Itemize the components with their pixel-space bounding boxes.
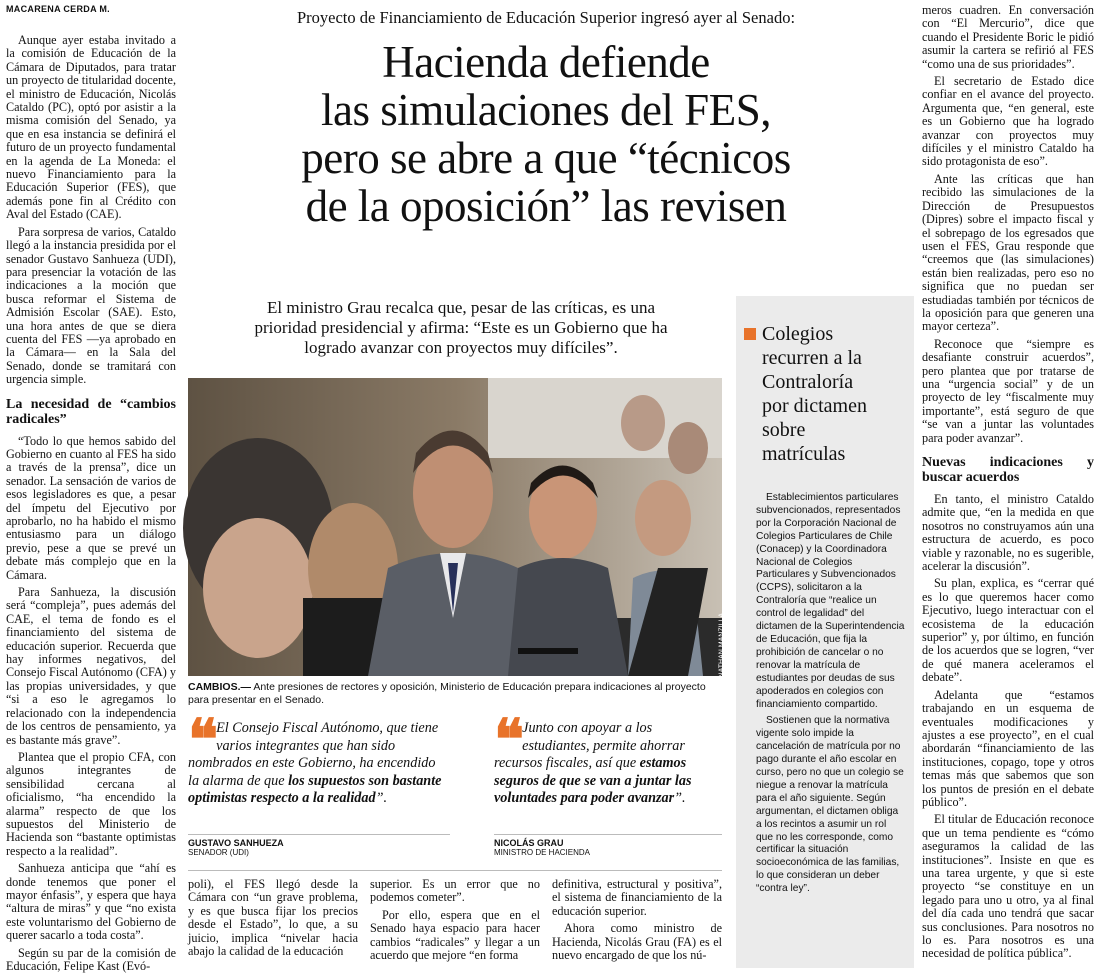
headline-line: las simulaciones del FES, [321,85,771,135]
orange-square-icon [744,328,756,340]
quote-author: GUSTAVO SANHUEZA [188,838,284,848]
quote-text: El Consejo Fiscal Autónomo, que tiene varios integrantes que han sido nombrados en este Gobierno, ha encendido la alarma de que [188,720,439,789]
paragraph: superior. Es un error que no podemos cometer”. [370,877,540,905]
deck-line: logrado avanzar con proyectos muy difíciles”. [304,338,618,357]
title-line: Colegios [762,323,834,345]
paragraph: Establecimientos particulares subvencionados, representados por la Corporación Nacional de Colegios Particulares de Chile (Conacep) y la Coordinadora Nacional de Colegios Particulares y Subvencionados (CCPS), solicitaron a la Contraloría que “realice un control de legalidad” del dictamen de la Superintendencia de Educación, que fija la prohibición de cancelar o no renovar la matrícula de estudiantes por deudas de sus apoderados en colegios con financiamiento compartido. [756,492,905,710]
subhead: Nuevas indicaciones y buscar acuerdos [922,455,1094,485]
subhead: La necesidad de “cambios radicales” [6,396,176,427]
quote-end: ”. [674,790,686,806]
paragraph: Reconoce que “siempre es desafiante construir acuerdos”, pero plantea que por tratarse de una “urgencia social” y de un proyecto de ley “fiscalmente muy importante”, está seguro de que “se van a juntar las voluntades para poder avanzar”. [922,336,1094,445]
headline-line: pero se abre a que “técnicos [301,133,791,183]
quote-role: SENADOR (UDI) [188,848,249,857]
quote-role: MINISTRO DE HACIENDA [494,848,591,857]
paragraph: En tanto, el ministro Cataldo admite que, “en la medida en que nosotros no construyamos aún una estructura de acuerdo, es poco viable y razonable, no es sugerible, acelerar la discusión”. [922,492,1094,574]
quote-text: Junto con apoyar a los estudiantes, permite ahorrar recursos fiscales, así que [494,720,685,771]
right-column [922,4,1094,965]
paragraph: Ante las críticas que han recibido las simulaciones de la Dirección de Presupuestos (Dipres) sobre el impacto fiscal y el sobrepago de los egresados que usen el FES, Grau responde que “creemos que (las simulaciones) están bien realizadas, pero eso no significa que no puedan ser estudiadas también por técnicos de la oposición para que generen una mayor certeza”. [922,171,1094,334]
paragraph: El titular de Educación reconoce que un tema pendiente es “cómo aseguramos la calidad de las instituciones”. Insiste en que es una tarea urgente, y que si este proyecto “se constituye en un legado para uno u otro, ya al final del día cada uno tendrá que sacar sus conclusiones. Para nosotros no lo es. Para nosotros es una necesidad de política pública”. [922,812,1094,961]
title-line: recurren a la [762,347,862,369]
paragraph: Para sorpresa de varios, Cataldo llegó a la instancia presidida por el senador Gustavo Sanhueza (UDI), para presenciar la votación de las indicaciones a la moción que busca reformar el Sistema de Admisión Escolar (SAE). Esto, una hora antes de que se diera cuenta del FES —ya aprobado en la Cámara— en la Sala del Senado, donde se tramitará con urgencia simple. [6,224,176,387]
paragraph: Sostienen que la normativa vigente solo impide la cancelación de matrícula por no pago durante el año escolar en curso, pero no que un colegio se niegue a renovar la matrícula para el año siguiente. Según argumentan, el dictamen obliga a los recintos a asumir un rol que no les corresponde, como certificar la situación socioeconómica de las familias, lo que consideran un deber “contra ley”. [756,715,904,895]
paragraph: Según su par de la comisión de Educación, Felipe Kast (Evó- [6,945,176,973]
caption-text: Ante presiones de rectores y oposición, Ministerio de Educación prepara indicaciones al proyecto para presentar en el Senado. [188,681,706,706]
pull-quote-1 [188,707,450,808]
paragraph: meros cuadren. En conversación con “El Mercurio”, dice que cuando el Presidente Boric le pidió asumir la cartera se refirió al FES “como una de sus prioridades”. [922,3,1094,71]
quote-mark-icon: ❝ [188,707,213,773]
left-column [6,34,176,977]
quote-bold: estamos seguros de que se van a juntar las voluntades para poder avanzar [494,755,692,806]
quote-attribution-2 [494,838,590,857]
title-line: Contraloría [762,371,854,393]
paragraph: El secretario de Estado dice confiar en el avance del proyecto. Argumenta que, “en general, este es un Gobierno que ha logrado avanzar con proyectos muy difíciles y el ministro Cataldo ha sido protagonista de eso”. [922,74,1094,169]
bottom-column-3 [552,878,722,966]
paragraph: Aunque ayer estaba invitado a la comisión de Educación de la Cámara de Diputados, para tratar un proyecto de titularidad docente, el ministro de Educación, Nicolás Cataldo (PC), optó por asistir a la misma comisión del Senado, ya que en esa instancia se definirá el futuro de un proyecto fundamental en la agenda de La Moneda: el nuevo Financiamiento para la Educación Superior (FES), que además pone fin al Crédito con Aval del Estado (CAE). [6,33,176,222]
photo-illustration [188,378,722,676]
deck [186,298,736,358]
title-line: por dictamen [762,395,867,417]
bottom-column-1 [188,878,358,962]
title-line: sobre [762,419,806,441]
paragraph: definitiva, estructural y positiva”, el sistema de financiamiento de la educación superior. [552,877,722,918]
paragraph: Plantea que el propio CFA, con algunos integrantes de sensibilidad cercana al oficialismo, “ha encendido la alarma” respecto de que los supuestos del Ministerio de Hacienda son “bastante optimistas respecto a la realidad”. [6,749,176,858]
title-line: matrículas [762,443,846,465]
pull-quote-2 [494,707,722,808]
bottom-column-2 [370,878,540,966]
paragraph: Sanhueza anticipa que “ahí es donde tenemos que poner el mayor énfasis”, y espera que haya “altura de miras” y que “no exista este voluntarismo del Gobierno de querer sacarlo a toda costa”. [6,861,176,943]
photo-caption [188,681,722,706]
divider [188,834,450,835]
headline-line: Hacienda defiende [382,37,710,87]
quote-attribution-1 [188,838,284,857]
kicker: Proyecto de Financiamiento de Educación Superior ingresó ayer al Senado: [296,8,796,27]
deck-line: El ministro Grau recalca que, pesar de las críticas, es una [266,298,655,317]
sidebar-box [736,296,914,968]
paragraph: Para Sanhueza, la discusión será “compleja”, pues además del CAE, el tema de fondo es el financiamiento del sistema de educación superior. Recuerda que hay informes negativos, del Consejo Fiscal Autónomo (CFA) y las propias universidades, y que “si a eso le agregamos lo relacionado con la independencia de los centros de pensamiento, ya es bastante más grave”. [6,585,176,747]
quote-author: NICOLÁS GRAU [494,838,564,848]
headline-line: de la oposición” las revisen [305,181,787,231]
divider [494,834,722,835]
sidebar-body [756,492,906,900]
photo-credit: JONATHAN MANZILLA [718,613,725,687]
sidebar-title [762,322,912,466]
paragraph: Adelanta que “estamos trabajando en un esquema de eventuales modificaciones y ajustes a ese proyecto”, en el cual abordarán “financiamiento de las instituciones, copago, tope y otros temas más que sabemos que son los puntos de presión en el debate público”. [922,687,1094,809]
headline [186,38,906,230]
quote-end: ”. [375,790,388,806]
deck-line: prioridad presidencial y afirma: “Este es un Gobierno que ha [254,318,668,337]
caption-lead: CAMBIOS.— [188,681,251,693]
quote-mark-icon: ❝ [494,707,519,773]
quote-bold: los supuestos son bastante optimistas respecto a la realidad [188,772,442,806]
paragraph: poli), el FES llegó desde la Cámara con “un grave problema, y es que busca fijar los precios desde el Estado”, lo que, a su juicio, implica “nivelar hacia abajo la calidad de la educación [188,877,358,959]
paragraph: Por ello, espera que en el Senado haya espacio para hacer cambios “radicales” y llegar a un acuerdo que mejore “en forma [370,907,540,963]
byline: MACARENA CERDA M. [6,4,110,14]
paragraph: Su plan, explica, es “cerrar qué es lo que queremos hacer como Ejecutivo, luego interactuar con el ecosistema de la educación superior” y, por último, en función de los acuerdos que se logren, “ver de qué manera aceleramos el debate”. [922,576,1094,685]
divider [188,870,722,871]
paragraph: “Todo lo que hemos sabido del Gobierno en cuanto al FES ha sido a través de la prensa”, dice un senador. La sensación de varios de esos legisladores es que, a pesar del ímpetu del Ejecutivo por aprobarlo, no ha habido el mismo entusiasmo para un diálogo previo, pese a que se prevé un debate más complejo que en la Cámara. [6,433,176,582]
paragraph: Ahora como ministro de Hacienda, Nicolás Grau (FA) es el nuevo encargado de que los nú- [552,921,722,963]
